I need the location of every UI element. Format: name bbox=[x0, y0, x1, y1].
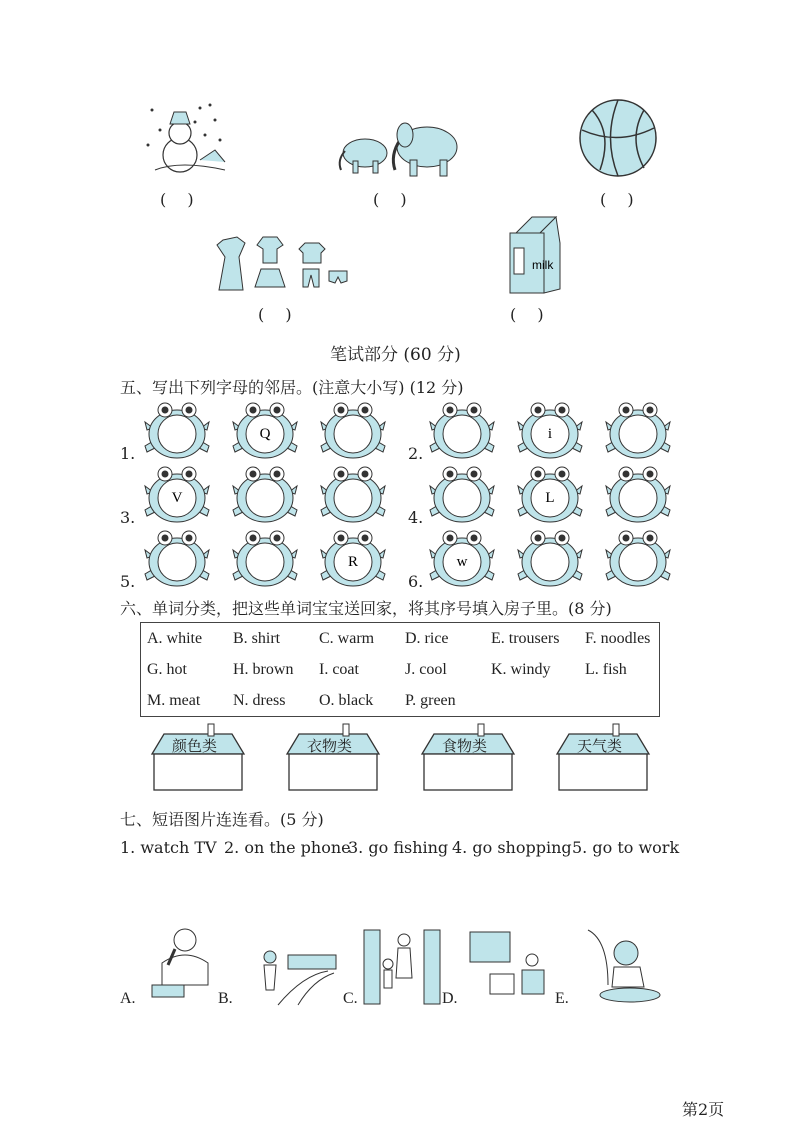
word-option: D. rice bbox=[405, 630, 449, 647]
frog-icon bbox=[321, 531, 385, 586]
phrase-item: 1. watch TV bbox=[120, 838, 217, 857]
house-label: 颜色类 bbox=[172, 737, 218, 755]
category-house[interactable] bbox=[285, 722, 381, 796]
phrase-item: 5. go to work bbox=[572, 838, 680, 857]
frog-letter: V bbox=[171, 490, 183, 506]
frog-icon bbox=[518, 403, 582, 458]
picture-option-label: B. bbox=[218, 990, 233, 1007]
frog-icon bbox=[321, 467, 385, 522]
picture-option-label: D. bbox=[442, 990, 458, 1007]
written-part-title: 笔试部分 (60 分) bbox=[330, 345, 461, 365]
question-number: 4. bbox=[408, 508, 424, 527]
page-number: 第2页 bbox=[682, 1100, 725, 1119]
word-option: N. dress bbox=[233, 692, 286, 709]
word-option: J. cool bbox=[405, 661, 447, 678]
word-option: O. black bbox=[319, 692, 374, 709]
question-number: 1. bbox=[120, 444, 136, 463]
question-number: 2. bbox=[408, 444, 424, 463]
section6-title: 六、单词分类，把这些单词宝宝送回家，将其序号填入房子里。(8 分) bbox=[120, 599, 612, 618]
phone-picture bbox=[150, 925, 215, 1005]
house-icon bbox=[555, 722, 651, 792]
phrase-item: 2. on the phone bbox=[224, 838, 351, 857]
milk-label: milk bbox=[532, 258, 554, 272]
frog-icon bbox=[430, 531, 494, 586]
word-option: K. windy bbox=[491, 661, 551, 678]
section5-title: 五、写出下列字母的邻居。(注意大小写) (12 分) bbox=[120, 378, 464, 397]
answer-paren-1[interactable]: ( ) bbox=[160, 190, 194, 209]
category-house[interactable] bbox=[420, 722, 516, 796]
house-icon bbox=[420, 722, 516, 792]
house-label: 衣物类 bbox=[307, 737, 353, 755]
frog-icon bbox=[518, 531, 582, 586]
word-option: I. coat bbox=[319, 661, 359, 678]
category-house[interactable] bbox=[150, 722, 246, 796]
frog-icon bbox=[430, 403, 494, 458]
word-option: H. brown bbox=[233, 661, 294, 678]
picture-option-label: E. bbox=[555, 990, 569, 1007]
frog-icon bbox=[145, 467, 209, 522]
house-icon bbox=[285, 722, 381, 792]
word-option: G. hot bbox=[147, 661, 187, 678]
frog-icon bbox=[606, 531, 670, 586]
word-option: M. meat bbox=[147, 692, 201, 709]
word-option: P. green bbox=[405, 692, 456, 709]
go-shopping-picture bbox=[362, 928, 442, 1006]
frog-icon bbox=[145, 403, 209, 458]
frog-icon bbox=[233, 467, 297, 522]
go-fishing-picture bbox=[578, 925, 663, 1005]
question-number: 3. bbox=[120, 508, 136, 527]
frog-icon bbox=[233, 531, 297, 586]
frog-letter: L bbox=[545, 490, 555, 506]
picture-option-label: C. bbox=[343, 990, 358, 1007]
frog-letter: w bbox=[456, 554, 468, 570]
section7-title: 七、短语图片连连看。(5 分) bbox=[120, 810, 324, 829]
house-label: 天气类 bbox=[577, 737, 623, 755]
go-to-work-picture bbox=[258, 945, 338, 1007]
word-option: A. white bbox=[147, 630, 203, 647]
watch-tv-picture bbox=[468, 930, 548, 1006]
answer-paren-2[interactable]: ( ) bbox=[373, 190, 407, 209]
frog-icon bbox=[606, 467, 670, 522]
word-option: B. shirt bbox=[233, 630, 281, 647]
question-number: 5. bbox=[120, 572, 136, 591]
frog-icon bbox=[145, 531, 209, 586]
answer-paren-3[interactable]: ( ) bbox=[600, 190, 634, 209]
frog-letter: i bbox=[547, 426, 553, 442]
word-option: E. trousers bbox=[491, 630, 560, 647]
answer-paren-4[interactable]: ( ) bbox=[258, 305, 292, 324]
word-option: L. fish bbox=[585, 661, 627, 678]
frog-letter: R bbox=[347, 554, 359, 570]
house-icon bbox=[150, 722, 246, 792]
frog-icon bbox=[321, 403, 385, 458]
frog-icon bbox=[518, 467, 582, 522]
word-box bbox=[140, 622, 660, 717]
frog-icon bbox=[430, 467, 494, 522]
word-option: C. warm bbox=[319, 630, 375, 647]
house-label: 食物类 bbox=[442, 737, 488, 755]
answer-paren-5[interactable]: ( ) bbox=[510, 305, 544, 324]
question-number: 6. bbox=[408, 572, 424, 591]
category-house[interactable] bbox=[555, 722, 651, 796]
frog-letter: Q bbox=[259, 426, 271, 442]
phrase-item: 4. go shopping bbox=[452, 838, 572, 857]
picture-option-label: A. bbox=[120, 990, 136, 1007]
frog-icon bbox=[233, 403, 297, 458]
phrase-item: 3. go fishing bbox=[348, 838, 449, 857]
word-option: F. noodles bbox=[585, 630, 651, 647]
frog-icon bbox=[606, 403, 670, 458]
